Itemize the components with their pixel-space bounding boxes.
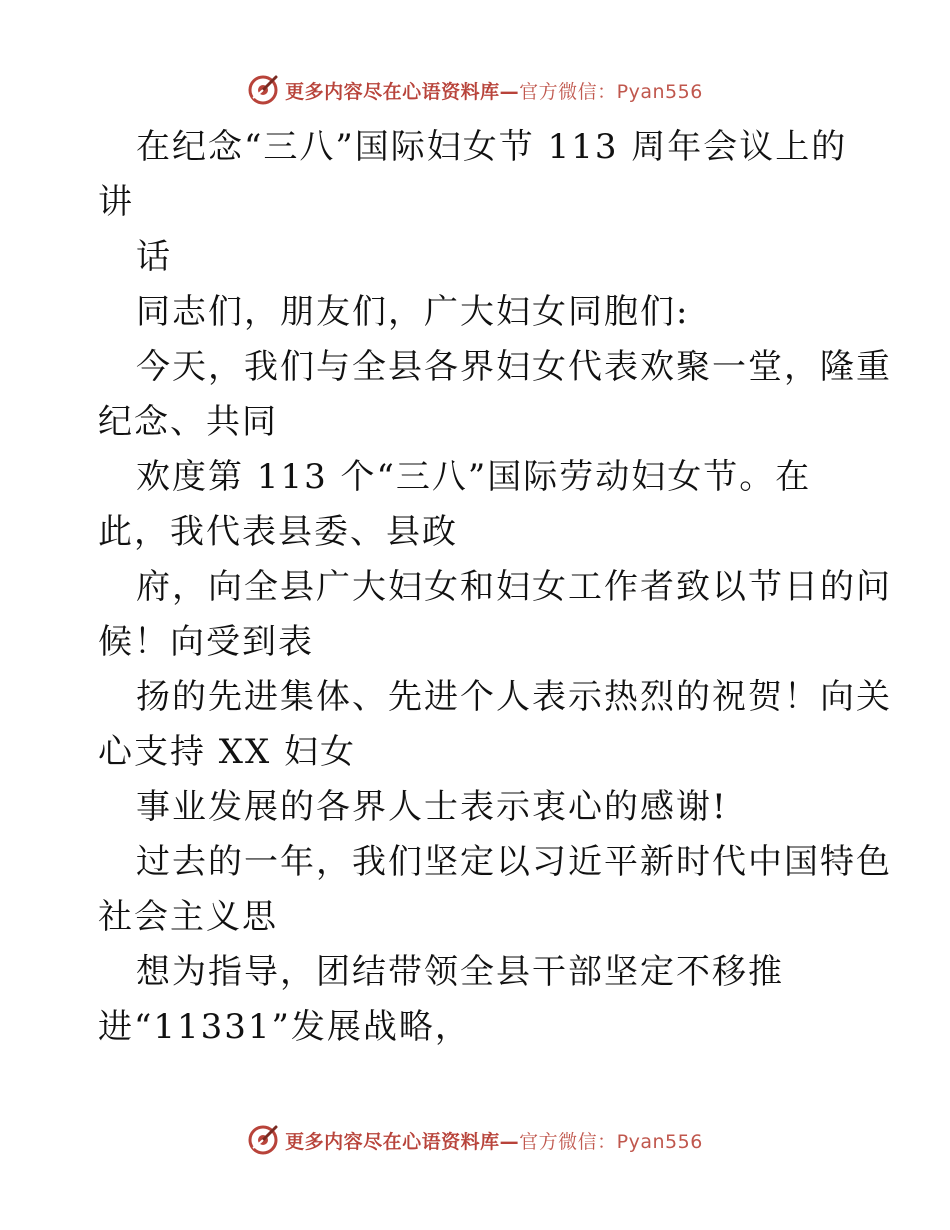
- header-banner-slogan: 更多内容尽在心语资料库—: [285, 80, 520, 103]
- body-line: 过去的一年，我们坚定以习近平新时代中国特色: [136, 842, 892, 882]
- body-line: 纪念、共同: [98, 402, 278, 442]
- header-banner: [0, 70, 950, 110]
- body-line: 府，向全县广大妇女和妇女工作者致以节日的问: [136, 567, 892, 607]
- body-line: 进“11331”发展战略，: [98, 1007, 471, 1047]
- body-line: 同志们，朋友们，广大妇女同胞们:: [136, 292, 690, 332]
- body-line: 欢度第 113 个“三八”国际劳动妇女节。在: [136, 457, 812, 497]
- body-line: 事业发展的各界人士表示衷心的感谢!: [136, 787, 728, 827]
- body-line: 心支持 XX 妇女: [98, 732, 357, 772]
- body-line: 候！向受到表: [98, 622, 314, 662]
- body-line: 话: [136, 237, 172, 277]
- footer-banner-slogan: 更多内容尽在心语资料库—: [285, 1130, 520, 1153]
- body-line: 讲: [98, 182, 134, 222]
- pen-circle-logo-icon: [247, 74, 279, 106]
- body-line: 想为指导，团结带领全县干部坚定不移推: [136, 952, 784, 992]
- footer-banner: [0, 1120, 950, 1160]
- body-line: 今天，我们与全县各界妇女代表欢聚一堂，隆重: [136, 347, 892, 387]
- pen-circle-logo-icon: [247, 1124, 279, 1156]
- body-line: 社会主义思: [98, 897, 278, 937]
- document-body: [98, 120, 892, 1055]
- footer-banner-text: [285, 1127, 703, 1154]
- header-banner-wechat: 官方微信：Pyan556: [519, 80, 703, 103]
- body-line: 此，我代表县委、县政: [98, 512, 458, 552]
- footer-banner-wechat: 官方微信：Pyan556: [519, 1130, 703, 1153]
- header-banner-text: [285, 77, 703, 104]
- body-line: 扬的先进集体、先进个人表示热烈的祝贺！向关: [136, 677, 892, 717]
- body-line: 在纪念“三八”国际妇女节 113 周年会议上的: [136, 127, 848, 167]
